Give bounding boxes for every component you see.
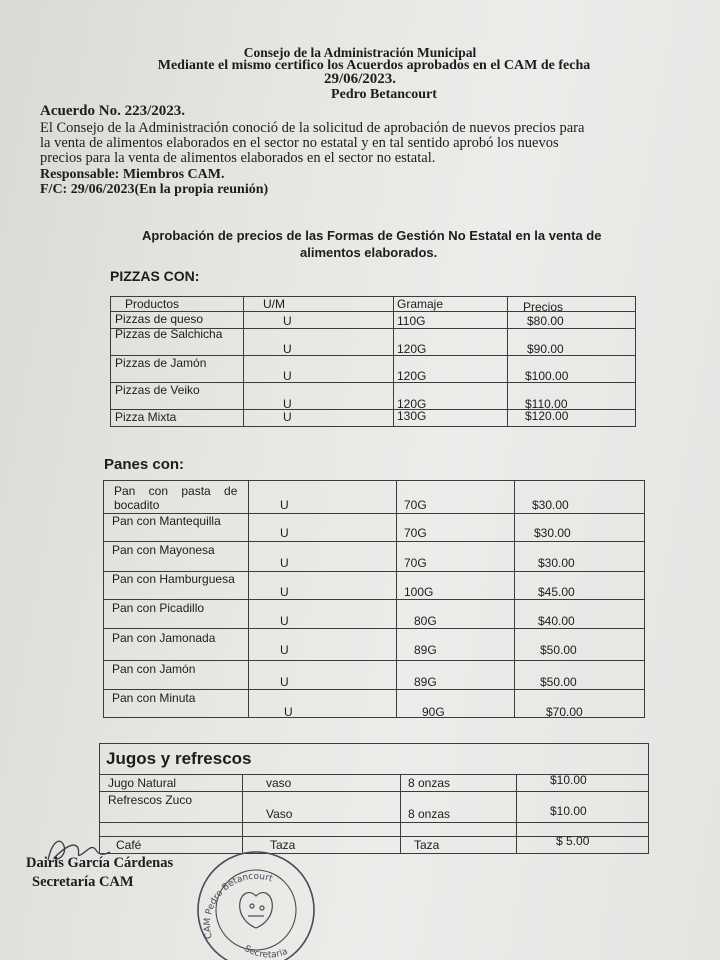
pan-product: Pan con Mantequilla [112, 514, 221, 528]
signature-role: Secretaría CAM [32, 874, 134, 890]
pizza-weight: 120G [397, 397, 427, 411]
pan-product: Pan con pasta de [114, 484, 238, 498]
pan-product: Pan con Jamonada [112, 631, 216, 645]
agreement-body-line-1: El Consejo de la Administración conoció de la solicitud de aprobación de nuevos precios para [40, 120, 585, 136]
pizza-um: U [283, 397, 292, 411]
pan-price: $50.00 [540, 643, 577, 657]
pizza-product: Pizzas de Salchicha [115, 327, 223, 341]
jugo-um: Taza [270, 838, 296, 852]
pan-price: $50.00 [540, 675, 577, 689]
jugo-weight: 8 onzas [408, 807, 451, 821]
pizza-weight: 120G [397, 369, 427, 383]
prices-title-line-1: Aprobación de precios de las Formas de Gestión No Estatal en la venta de [142, 228, 602, 243]
header-line-2: Mediante el mismo certifico los Acuerdos aprobados en el CAM de fecha [157, 58, 591, 73]
pan-weight: 90G [422, 705, 445, 719]
pan-weight: 70G [404, 526, 427, 540]
pizza-price: $110.00 [525, 397, 568, 411]
pizzas-heading: PIZZAS CON: [110, 268, 200, 284]
pan-product: Pan con Hamburguesa [112, 572, 235, 586]
pan-weight: 89G [414, 643, 437, 657]
pan-product-line-2: bocadito [114, 498, 160, 512]
pizza-weight: 130G [397, 409, 427, 423]
pizza-price: $80.00 [527, 314, 564, 328]
header-location: Pedro Betancourt [331, 87, 437, 102]
pan-um: U [280, 585, 289, 599]
pan-weight: 70G [404, 556, 427, 570]
agreement-number: Acuerdo No. 223/2023. [40, 103, 185, 119]
jugos-heading: Jugos y refrescos [106, 749, 252, 768]
pan-um: U [280, 614, 289, 628]
pan-price: $30.00 [532, 498, 569, 512]
pan-weight: 100G [404, 585, 434, 599]
agreement-body-line-3: precios para la venta de alimentos elaborados en el sector no estatal. [40, 150, 436, 166]
pan-um: U [280, 675, 289, 689]
pizza-product: Pizzas de Jamón [115, 356, 207, 370]
pizza-weight: 120G [397, 342, 427, 356]
pan-product: Pan con Minuta [112, 691, 196, 705]
pizza-price: $90.00 [527, 342, 564, 356]
stamp-text-top: CAM Pedro Betancourt [202, 871, 274, 940]
pizza-product: Pizza Mixta [115, 410, 177, 424]
pizza-price: $120.00 [525, 409, 569, 423]
pan-price: $30.00 [538, 556, 575, 570]
pan-um: U [280, 556, 289, 570]
agreement-body-line-2: la venta de alimentos elaborados en el sector no estatal y en tal sentido aprobó los nuevos [40, 135, 559, 151]
pan-weight: 70G [404, 498, 427, 512]
pan-um: U [284, 705, 293, 719]
official-stamp [190, 846, 322, 960]
agreement-responsable: Responsable: Miembros CAM. [40, 167, 225, 182]
jugo-um: Vaso [266, 807, 293, 821]
jugo-price: $ 5.00 [556, 834, 590, 848]
pan-um: U [280, 526, 289, 540]
pizzas-table [110, 296, 636, 427]
jugo-weight: Taza [414, 838, 440, 852]
header-date: 29/06/2023. [323, 71, 397, 87]
agreement-fc: F/C: 29/06/2023(En la propia reunión) [40, 182, 269, 197]
pizzas-col-weight: Gramaje [397, 297, 444, 311]
pan-weight: 89G [414, 675, 437, 689]
pizza-um: U [283, 369, 292, 383]
pan-price: $45.00 [538, 585, 575, 599]
pan-price: $30.00 [534, 526, 571, 540]
pizzas-col-price: Precios [523, 300, 564, 314]
stamp-text-bottom: Secretaria [242, 943, 290, 960]
jugo-product: Café [116, 838, 142, 852]
prices-title-line-2: alimentos elaborados. [300, 245, 438, 260]
pan-product: Pan con Picadillo [112, 601, 205, 615]
pizza-product: Pizzas de Veiko [115, 383, 200, 397]
pan-product: Pan con Jamón [112, 662, 196, 676]
pizza-um: U [283, 314, 292, 328]
jugo-price: $10.00 [550, 773, 587, 787]
signature-name: Dairis García Cárdenas [26, 855, 174, 871]
jugo-um: vaso [266, 776, 292, 790]
jugo-weight: 8 onzas [408, 776, 451, 790]
pizza-um: U [283, 410, 292, 424]
pan-weight: 80G [414, 614, 437, 628]
pizzas-col-product: Productos [125, 297, 180, 311]
pan-um: U [280, 498, 289, 512]
jugos-table [99, 743, 649, 854]
pan-price: $70.00 [546, 705, 583, 719]
panes-table [103, 480, 645, 718]
stamp-emblem-icon [240, 893, 273, 928]
jugo-product: Jugo Natural [108, 776, 177, 790]
pan-product: Pan con Mayonesa [112, 543, 215, 557]
pan-um: U [280, 643, 289, 657]
jugo-product: Refrescos Zuco [108, 793, 193, 807]
panes-heading: Panes con: [104, 456, 185, 473]
pizza-weight: 110G [397, 314, 426, 328]
pizza-price: $100.00 [525, 369, 569, 383]
pizzas-col-um: U/M [263, 297, 285, 311]
jugo-price: $10.00 [550, 804, 587, 818]
pan-price: $40.00 [538, 614, 575, 628]
header-line-1: Consejo de la Administración Municipal [243, 45, 477, 60]
pizza-product: Pizzas de queso [115, 312, 204, 326]
pizza-um: U [283, 342, 292, 356]
